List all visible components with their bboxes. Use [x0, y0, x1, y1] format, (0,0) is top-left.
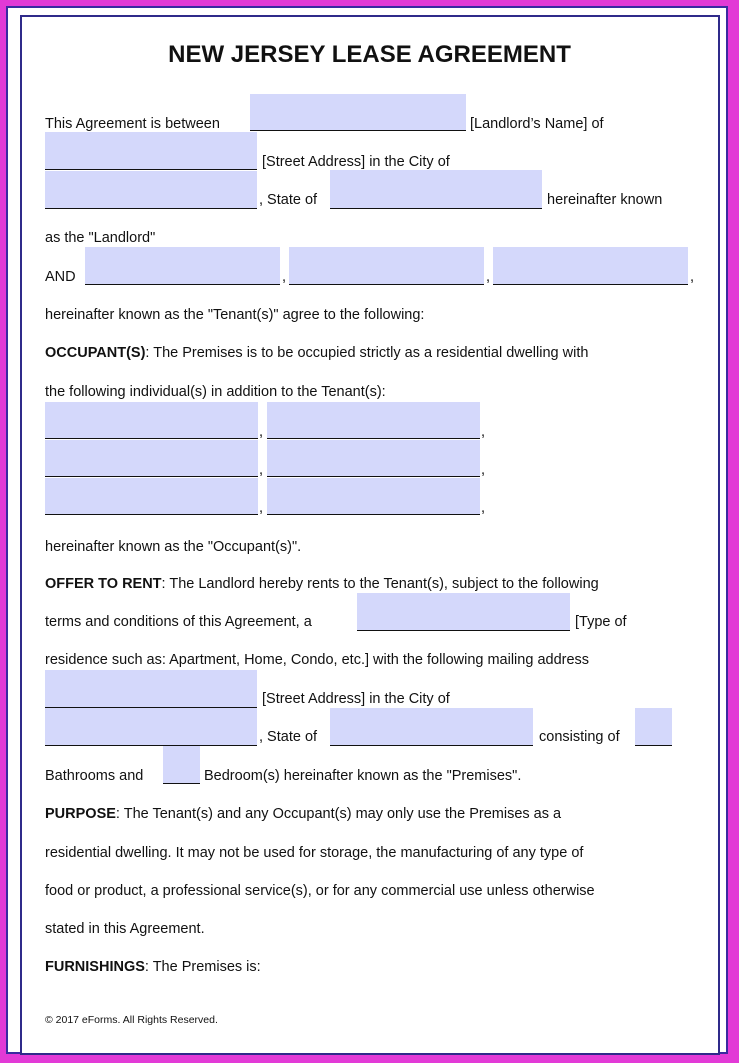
landlord-state-field[interactable] [330, 170, 542, 209]
text-bedrooms-premises: Bedroom(s) hereinafter known as the "Premises". [204, 768, 522, 784]
landlord-street-field[interactable] [45, 132, 257, 170]
offer-to-rent-heading: OFFER TO RENT [45, 576, 162, 592]
bathrooms-field[interactable] [635, 708, 672, 746]
offer-to-rent-paragraph [45, 575, 599, 593]
premises-street-field[interactable] [45, 670, 257, 708]
occupant-5-field[interactable] [45, 478, 258, 515]
occupant-2-field[interactable] [267, 402, 480, 439]
text-occupants-known: hereinafter known as the "Occupant(s)". [45, 539, 302, 555]
premises-state-field[interactable] [330, 708, 533, 746]
comma: , [481, 424, 486, 440]
landlord-city-field[interactable] [45, 171, 257, 209]
furnishings-text: : The Premises is: [144, 959, 261, 975]
premises-city-field[interactable] [45, 708, 257, 746]
purpose-heading: PURPOSE [45, 806, 116, 822]
occupant-3-field[interactable] [45, 440, 258, 477]
furnishings-paragraph [45, 958, 261, 976]
comma: , [690, 269, 695, 285]
comma: , [259, 424, 264, 440]
text-agreement-between: This Agreement is between [45, 116, 220, 132]
comma: , [481, 500, 486, 516]
occupant-6-field[interactable] [267, 478, 480, 515]
text-landlord-name: [Landlord’s Name] of [470, 116, 604, 132]
occupants-paragraph [45, 344, 588, 362]
text-bathrooms-and: Bathrooms and [45, 768, 144, 784]
residence-type-field[interactable] [357, 593, 570, 631]
text-residence-such-as: residence such as: Apartment, Home, Condo, etc.] with the following mailing address [45, 652, 590, 668]
landlord-name-field[interactable] [250, 94, 466, 131]
tenant-3-field[interactable] [493, 247, 688, 285]
comma: , [259, 462, 264, 478]
text-residential-dwelling: residential dwelling. It may not be used for storage, the manufacturing of any type of [45, 845, 584, 861]
comma: , [259, 500, 264, 516]
bedrooms-field[interactable] [163, 746, 200, 784]
text-hereinafter-known: hereinafter known [547, 192, 663, 208]
copyright-footer: © 2017 eForms. All Rights Reserved. [45, 1014, 218, 1026]
text-street-address: [Street Address] in the City of [262, 154, 450, 170]
text-stated-in-agreement: stated in this Agreement. [45, 921, 205, 937]
occupant-4-field[interactable] [267, 440, 480, 477]
text-terms-conditions: terms and conditions of this Agreement, a [45, 614, 312, 630]
text-and: AND [45, 269, 76, 285]
text-following-individuals: the following individual(s) in addition to the Tenant(s): [45, 384, 386, 400]
text-type-of: [Type of [575, 614, 627, 630]
furnishings-heading: FURNISHINGS [45, 959, 145, 975]
tenant-2-field[interactable] [289, 247, 484, 285]
text-consisting-of: consisting of [539, 729, 620, 745]
purpose-paragraph [45, 805, 561, 823]
comma: , [481, 462, 486, 478]
occupants-heading: OCCUPANT(S) [45, 345, 146, 361]
text-as-landlord: as the "Landlord" [45, 230, 156, 246]
tenant-1-field[interactable] [85, 247, 280, 285]
text-state-of-2: , State of [259, 729, 318, 745]
text-street-address-2: [Street Address] in the City of [262, 691, 450, 707]
purpose-text: : The Tenant(s) and any Occupant(s) may only use the Premises as a [115, 806, 562, 822]
comma: , [486, 269, 491, 285]
occupant-1-field[interactable] [45, 402, 258, 439]
occupants-text: : The Premises is to be occupied strictly as a residential dwelling with [145, 345, 589, 361]
comma: , [282, 269, 287, 285]
page-title: NEW JERSEY LEASE AGREEMENT [168, 41, 571, 68]
text-tenants-agree: hereinafter known as the "Tenant(s)" agree to the following: [45, 307, 425, 323]
text-food-or-product: food or product, a professional service(s), or for any commercial use unless otherwise [45, 883, 595, 899]
text-state-of: , State of [259, 192, 318, 208]
offer-to-rent-text: : The Landlord hereby rents to the Tenant(s), subject to the following [161, 576, 599, 592]
